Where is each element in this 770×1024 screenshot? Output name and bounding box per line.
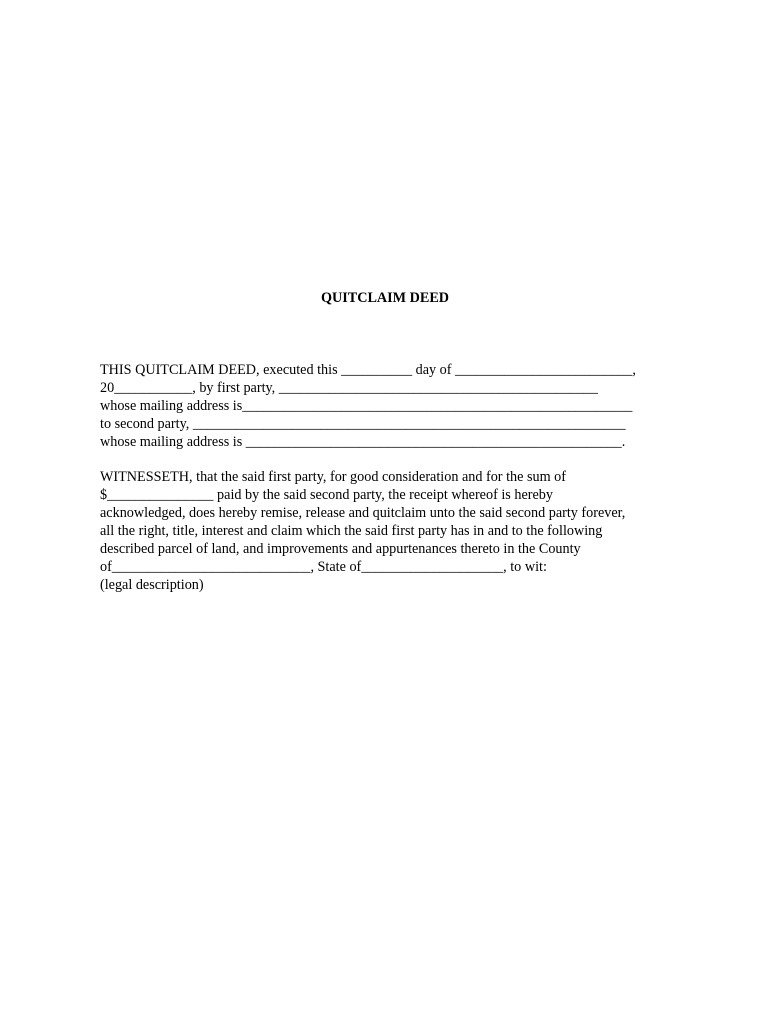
opening-line-second-party-address: whose mailing address is _____________________________________________________. — [100, 434, 626, 450]
witness-line-remise: acknowledged, does hereby remise, release and quitclaim unto the said second party forever, — [100, 505, 626, 521]
witness-line-sum: $_______________ paid by the said second party, the receipt whereof is hereby — [100, 487, 553, 503]
witness-line-consideration: WITNESSETH, that the said first party, for good consideration and for the sum of — [100, 469, 566, 485]
opening-paragraph — [100, 361, 636, 451]
witnesseth-paragraph — [100, 468, 625, 594]
document-title: QUITCLAIM DEED — [320, 290, 450, 306]
witness-line-right-title: all the right, title, interest and claim which the said first party has in and to the following — [100, 523, 603, 539]
opening-line-first-party: 20___________, by first party, _____________________________________________ — [100, 380, 598, 396]
opening-line-first-party-address: whose mailing address is_______________________________________________________ — [100, 398, 633, 414]
opening-line-second-party: to second party, _____________________________________________________________ — [100, 416, 626, 432]
opening-line-execution-date: THIS QUITCLAIM DEED, executed this __________ day of _________________________, — [100, 362, 636, 378]
witness-line-county-state: of____________________________, State of____________________, to wit: — [100, 559, 547, 575]
witness-line-legal-description: (legal description) — [100, 577, 204, 593]
witness-line-parcel: described parcel of land, and improvements and appurtenances thereto in the County — [100, 541, 581, 557]
